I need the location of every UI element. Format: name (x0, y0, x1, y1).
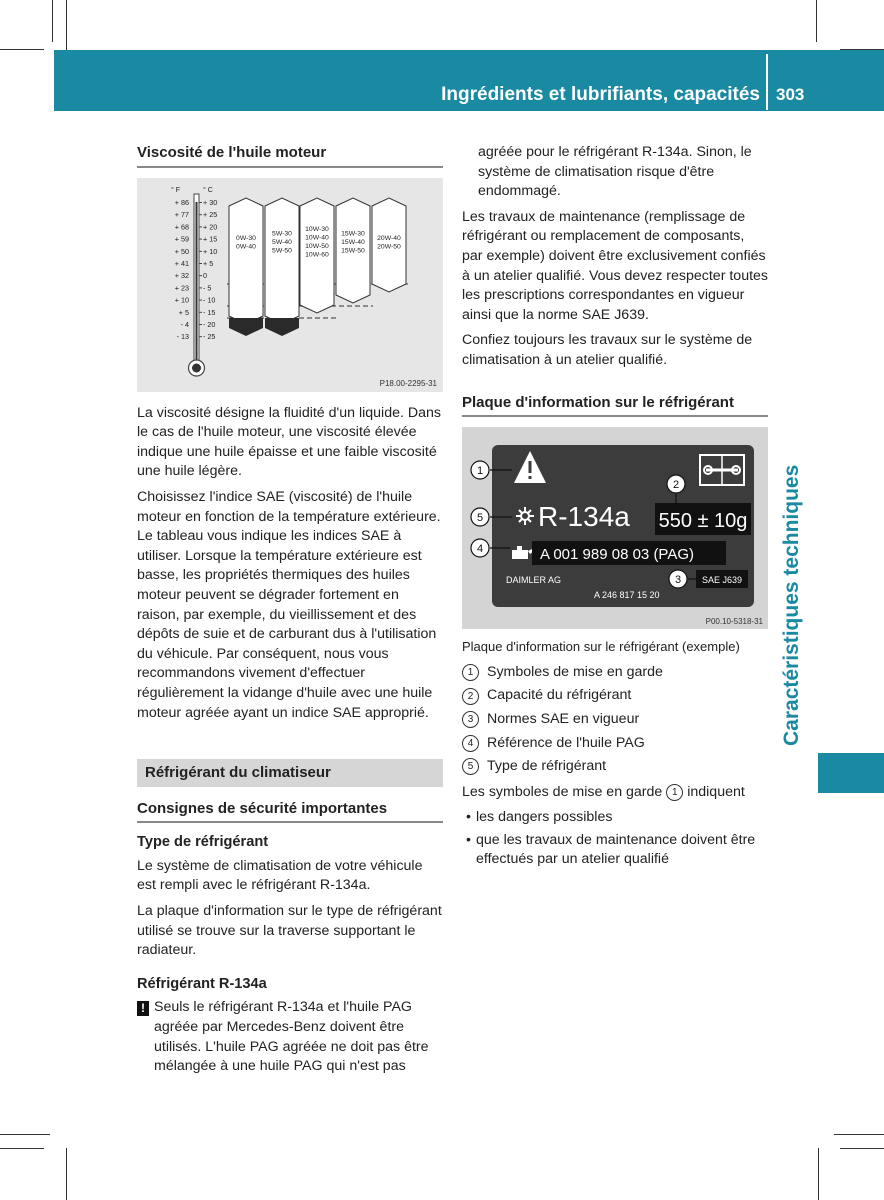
scale-celsius-label: - 25 (203, 331, 216, 341)
scale-celsius-label: - 20 (203, 319, 216, 329)
type-paragraph-2: La plaque d'information sur le type de réfrigérant utilisé se trouve sur la traverse supportant le radiateur. (137, 903, 442, 959)
viscosity-grade-label: 5W-50 (272, 247, 292, 255)
scale-fahrenheit-label: + 77 (174, 209, 189, 219)
bullet-dot: • (466, 831, 471, 848)
viscosity-grade-label: 15W-30 (341, 230, 365, 238)
left-column (137, 143, 443, 1077)
bullet-dot: • (466, 809, 471, 826)
legend-number: 5 (462, 758, 479, 775)
viscosity-chart (137, 178, 443, 392)
header-divider (766, 54, 768, 110)
scale-celsius-label: + 30 (203, 197, 218, 207)
symbols-paragraph (462, 783, 768, 803)
scale-celsius-label: + 25 (203, 209, 218, 219)
viscosity-grade-label: 15W-40 (341, 238, 365, 246)
legend-number: 1 (462, 664, 479, 681)
scale-fahrenheit-label: + 50 (174, 246, 189, 256)
viscosity-grade-bar (229, 198, 263, 324)
scale-fahrenheit-label: - 4 (180, 319, 189, 329)
maker-name: DAIMLER AG (506, 575, 562, 586)
legend-item (462, 686, 768, 706)
scale-fahrenheit-label: + 23 (174, 282, 189, 292)
legend-item (462, 734, 768, 754)
viscosity-paragraph-2: Choisissez l'indice SAE (viscosité) de l'huile moteur en fonction de la température extérieure. Le tableau vous indique les indices SAE à utiliser. Lorsque la température extérieure est basse, les propriétés thermiques des huiles moteur peuvent se dégrader fortement en raison, par exemple, du vieillissement et des dépôts de suie et de carburant dus à l'utilisation du véhicule. Par conséquent, nous vous recommandons vivement d'effectuer régulièrement la vidange d'huile avec une huile moteur agréée ayant un indice SAE approprié. (137, 488, 441, 721)
chart-reference: P18.00-2295-31 (379, 378, 437, 388)
side-tab-label: Caractéristiques techniques (780, 464, 803, 746)
callout-5: 5 (476, 512, 484, 525)
refrigerant-capacity: 550 ± 10g (658, 510, 748, 533)
scale-fahrenheit-label: + 68 (174, 221, 189, 231)
refrigerant-type: R-134a (538, 501, 630, 533)
section-bar-refrigerant: Réfrigérant du climatiseur (137, 759, 443, 787)
type-paragraph-1: Le système de climatisation de votre véhicule est rempli avec le réfrigérant R-134a. (137, 857, 423, 894)
r134a-heading: Réfrigérant R-134a (137, 975, 267, 992)
type-heading: Type de réfrigérant (137, 834, 269, 851)
page-number: 303 (776, 85, 805, 104)
scale-celsius-label: + 15 (203, 234, 218, 244)
plate-legend (462, 663, 768, 777)
symbols-text-before: Les symboles de mise en garde (462, 783, 663, 800)
viscosity-grade-label: 10W-50 (305, 242, 329, 250)
scale-celsius-label: - 10 (203, 295, 216, 305)
scale-fahrenheit-label: + 32 (174, 270, 189, 280)
scale-fahrenheit-label: + 59 (174, 234, 189, 244)
scale-celsius-label: + 10 (203, 246, 218, 256)
warning-text-continued: agréée pour le réfrigérant R-134a. Sinon, le système de climatisation risque d'être endommagé. (478, 144, 752, 200)
unit-celsius: ° C (203, 186, 213, 194)
symbols-callout: 1 (666, 784, 683, 801)
maintenance-paragraph: Les travaux de maintenance (remplissage de réfrigérant ou remplacement de composants, par exemple) doivent être exclusivement confiés à un atelier qualifié. Vous devez respecter toutes les prescriptions correspondantes en vigueur ainsi que la norme SAE J639. (462, 208, 769, 323)
plate-figure-reference: P00.10-5318-31 (705, 617, 763, 627)
legend-text: Type de réfrigérant (487, 758, 607, 775)
side-tab-marker (818, 753, 884, 793)
section-title: Ingrédients et lubrifiants, capacités (441, 84, 760, 105)
refrigerant-plate-figure (462, 427, 768, 629)
scale-celsius-label: 0 (203, 270, 207, 280)
legend-text: Symboles de mise en garde (487, 663, 663, 680)
unit-fahrenheit: ° F (171, 186, 181, 194)
callout-1: 1 (476, 465, 484, 478)
callout-3: 3 (674, 574, 682, 587)
viscosity-grade-label: 5W-40 (272, 238, 292, 246)
viscosity-grade-label: 20W-40 (377, 234, 401, 242)
scale-celsius-label: - 5 (203, 282, 212, 292)
viscosity-grade-label: 20W-50 (377, 243, 401, 251)
viscosity-grade-bar (265, 198, 299, 324)
legend-item (462, 710, 768, 730)
viscosity-paragraph-1: La viscosité désigne la fluidité d'un liquide. Dans le cas de l'huile moteur, une viscosité élevée indique une huile épaisse et une faible viscosité une huile légère. (137, 404, 441, 480)
callout-4: 4 (476, 543, 484, 556)
legend-text: Référence de l'huile PAG (487, 734, 645, 751)
warning-text: Seuls le réfrigérant R-134a et l'huile PAG agréée par Mercedes-Benz doivent être utilisés. L'huile PAG agréée ne doit pas être mélangée à une huile PAG qui n'est pas (154, 999, 429, 1075)
legend-item (462, 757, 768, 777)
legend-number: 3 (462, 711, 479, 728)
bullet-text: les dangers possibles (476, 809, 613, 826)
scale-fahrenheit-label: + 41 (174, 258, 189, 268)
viscosity-grade-label: 10W-30 (305, 225, 329, 233)
viscosity-grade-label: 5W-30 (272, 230, 292, 238)
symbols-bullets (462, 808, 768, 870)
viscosity-grade-label: 0W-40 (236, 243, 256, 251)
workshop-paragraph: Confiez toujours les travaux sur le système de climatisation à un atelier qualifié. (462, 332, 753, 368)
scale-fahrenheit-label: + 86 (174, 197, 189, 207)
scale-fahrenheit-label: + 5 (178, 307, 189, 317)
viscosity-heading: Viscosité de l'huile moteur (137, 143, 443, 168)
viscosity-grade-label: 0W-30 (236, 234, 256, 242)
legend-number: 4 (462, 735, 479, 752)
viscosity-grade-label: 15W-50 (341, 247, 365, 255)
plate-caption: Plaque d'information sur le réfrigérant (exemple) (462, 639, 740, 655)
legend-number: 2 (462, 688, 479, 705)
callout-2: 2 (672, 479, 680, 492)
legend-text: Capacité du réfrigérant (487, 687, 632, 704)
warning-icon: ! (137, 1001, 149, 1016)
scale-fahrenheit-label: - 13 (176, 331, 189, 341)
pag-part-number: A 001 989 08 03 (PAG) (540, 546, 694, 564)
scale-celsius-label: + 5 (203, 258, 214, 268)
bullet-text: que les travaux de maintenance doivent être effectués par un atelier qualifié (476, 831, 756, 868)
sae-standard: SAE J639 (701, 575, 743, 586)
viscosity-grade-label: 10W-60 (305, 251, 329, 259)
bullet-item (466, 831, 768, 870)
plate-number: A 246 817 15 20 (594, 590, 660, 601)
scale-fahrenheit-label: + 10 (174, 295, 189, 305)
viscosity-grade-label: 10W-40 (305, 234, 329, 242)
scale-celsius-label: - 15 (203, 307, 216, 317)
symbols-text-after: indiquent (687, 783, 745, 800)
safety-heading: Consignes de sécurité importantes (137, 799, 443, 824)
right-column (462, 143, 768, 873)
plate-heading: Plaque d'information sur le réfrigérant (462, 393, 768, 418)
legend-item (462, 663, 768, 683)
bullet-item (466, 808, 768, 828)
scale-celsius-label: + 20 (203, 221, 218, 231)
warning-note (137, 998, 443, 1076)
legend-text: Normes SAE en vigueur (487, 710, 640, 727)
